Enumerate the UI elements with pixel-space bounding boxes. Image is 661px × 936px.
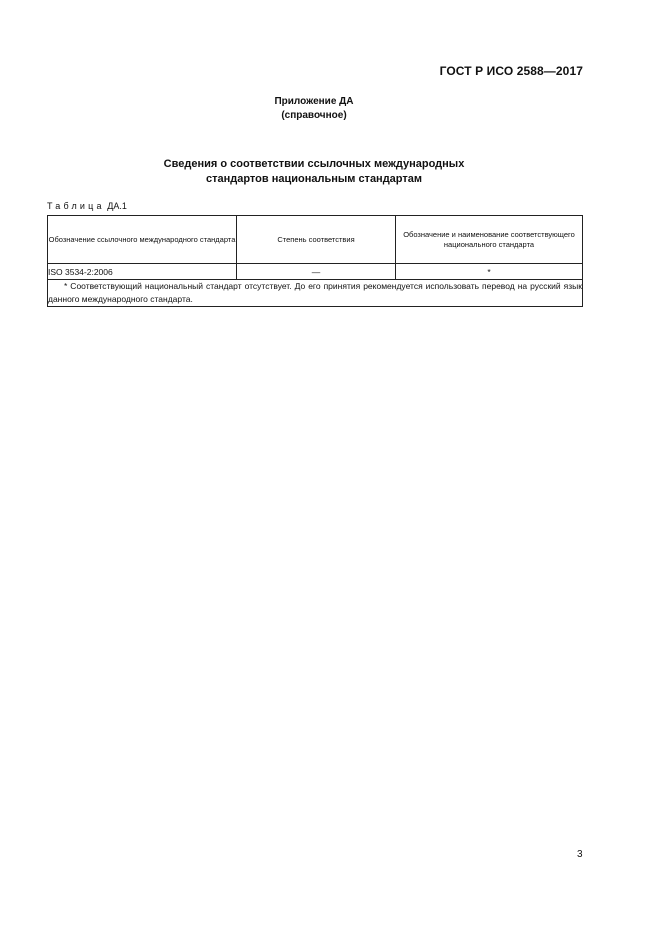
section-title-line-1: Сведения о соответствии ссылочных международных bbox=[163, 158, 465, 170]
table-header-row bbox=[48, 216, 583, 264]
table-row bbox=[48, 264, 583, 280]
cell-national-standard: * bbox=[396, 264, 583, 280]
appendix-title: Приложение ДА bbox=[274, 96, 354, 107]
header-degree-of-correspondence: Степень соответствия bbox=[237, 216, 396, 264]
cell-degree-of-correspondence: — bbox=[237, 264, 396, 280]
correspondence-table bbox=[47, 215, 583, 307]
appendix-heading bbox=[0, 95, 628, 123]
document-code: ГОСТ Р ИСО 2588—2017 bbox=[439, 64, 583, 78]
section-title-line-2: стандартов национальным стандартам bbox=[205, 173, 423, 185]
header-international-standard: Обозначение ссылочного международного стандарта bbox=[48, 216, 237, 264]
table-caption-prefix: Таблица bbox=[47, 201, 105, 211]
appendix-subtitle: (справочное) bbox=[281, 110, 347, 121]
table-caption bbox=[47, 201, 127, 211]
table-footnote-text: * Соответствующий национальный стандарт отсутствует. До его принятия рекомендуется использовать перевод на русский язык данного международного стандарта. bbox=[48, 281, 582, 304]
table-footnote bbox=[48, 280, 583, 307]
header-national-standard: Обозначение и наименование соответствующего национального стандарта bbox=[396, 216, 583, 264]
section-title bbox=[0, 157, 628, 187]
table-footnote-row bbox=[48, 280, 583, 307]
table-caption-number: ДА.1 bbox=[107, 201, 127, 211]
cell-international-standard: ISO 3534-2:2006 bbox=[48, 264, 237, 280]
page-number: 3 bbox=[577, 849, 583, 860]
